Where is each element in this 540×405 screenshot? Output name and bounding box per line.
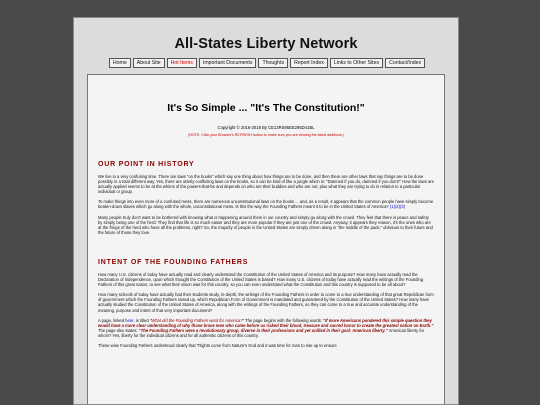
paragraph-text: The page also states: — [98, 327, 138, 333]
nav-home[interactable]: Home — [109, 58, 131, 68]
paragraph — [98, 318, 434, 338]
section-heading-intent-of-founding-fathers: INTENT OF THE FOUNDING FATHERS — [98, 258, 249, 266]
paragraph: These wise Founding Fathers understood clearly that "Rights come from Nature's God and it was time for man to rise up to ensure — [98, 342, 337, 348]
paragraph: How many schools of today have actually had their students study, in-depth, the writings of the Founding Fathers in order to come to a true understanding of that great Republican form of government which the Founding Fathers raised up, which Republican Form of Government is mandated and guaranteed by the Constitution of the United States? How many have actually studied the Constitution of the United States of America, along with the writings of the Founding Fathers, so they can come to a true and accurate understanding of the meaning, purpose and intent of that very important document? — [98, 292, 434, 313]
paragraph: We live in a very confusing time. There are laws "on the books" which say one thing about how things are to be done, and then there are other laws that say things are to be done possibly in a total different way. Yes, there are utterly conflicting laws on the books, so it can be kind of like a jungle which is: "Damned if you do, damned if you don't!" How the laws are actually applied seems to be at the whims of the powers-that-be and depends on who are their buddies and who are not, plus what they are trying to do in relation to a particular individual or group. — [98, 174, 434, 195]
nav-thoughts[interactable]: Thoughts — [258, 58, 288, 68]
paragraph-text: The page begins with the following words: — [245, 317, 322, 323]
site-title: All-States Liberty Network — [174, 36, 358, 52]
section-heading-point-in-history: OUR POINT IN HISTORY — [98, 161, 195, 168]
refresh-note: (NOTE: Click your Browser's REFRESH button to make sure you are viewing the latest additions.) — [188, 133, 344, 137]
nav-important-documents[interactable]: Important Documents — [199, 58, 257, 68]
nav-about-site[interactable]: About Site — [133, 58, 165, 68]
here-link[interactable]: here — [125, 317, 134, 323]
nav-report-index[interactable]: Report Index — [290, 58, 328, 68]
paragraph: How many U.S. citizens of today have actually read and clearly understand the Constitution of the United States of America and its purpose? How many have actually read the Declaration of Independence, upon which thought the Constitution of the United States is based? How many U.S. citizens of today have actually read the writings of the Founding Fathers of this great nation, to see what their vision was for this country, so you can even understand what the Constitution and this country is supposed to be all about? — [98, 271, 424, 288]
paragraph — [98, 199, 434, 209]
paragraph-text: To make things into even more of a confused mess, there are numerous unconstitutional laws on the books ... and, as a result, it appears that the common people have simply become beaten-down slaves which go along with the whole, unconstitutional mess. Is this the way the Founding Fathers meant it to be in the United States of America? — [98, 199, 434, 210]
site-frame — [73, 17, 459, 405]
quote: "The Founding Fathers were a revolutionary group, diverse in their professions and yet unified in their goal: American liberty." — [138, 327, 388, 333]
paragraph: Many people truly don't want to be bothered with knowing what is happening around them in our country and simply go along with the crowd. They feel that there is peace and safety by simply being one of the herd. They find that life is so much easier and they are more popular if they are just one of the crowd. Anyway, it appears they reason, it's the ones who are at the fringe of the herd who have all the problems, right? So, the majority of people in the United States are simply driven along in "the middle of the pack," oblivious to their future and the future of those they love. — [98, 214, 433, 235]
top-navigation — [94, 58, 440, 68]
quote: "If more Americans pondered this simple question they would have a more clear understanding of why those brave men who came before us risked their blood, treasure and sacred honor to create the greatest nation on Earth." — [98, 317, 434, 328]
article-body — [88, 161, 444, 348]
linked-page-title: "What did the Founding Fathers want for America?" — [149, 317, 244, 323]
nav-contact-index[interactable]: Contact/Index — [385, 58, 425, 68]
paragraph-text: American liberty for whom? Yes, liberty for the individual citizens and for all authentic citizens of this country. — [98, 327, 425, 338]
nav-hot-items[interactable]: Hot Items — [167, 58, 197, 68]
content-page — [87, 74, 445, 405]
paragraph-text: , is titled — [133, 317, 149, 323]
nav-links-to-other-sites[interactable]: Links to Other Sites — [330, 58, 383, 68]
copyright-notice: Copyright © 2016-2019 By CE13RS95EE295D41BL — [217, 125, 315, 130]
page-title: It's So Simple ... "It's The Constitution!" — [167, 102, 365, 114]
paragraph-text: A page, linked — [98, 317, 125, 323]
footnote-links[interactable]: (1)(2)(3) — [389, 204, 406, 210]
